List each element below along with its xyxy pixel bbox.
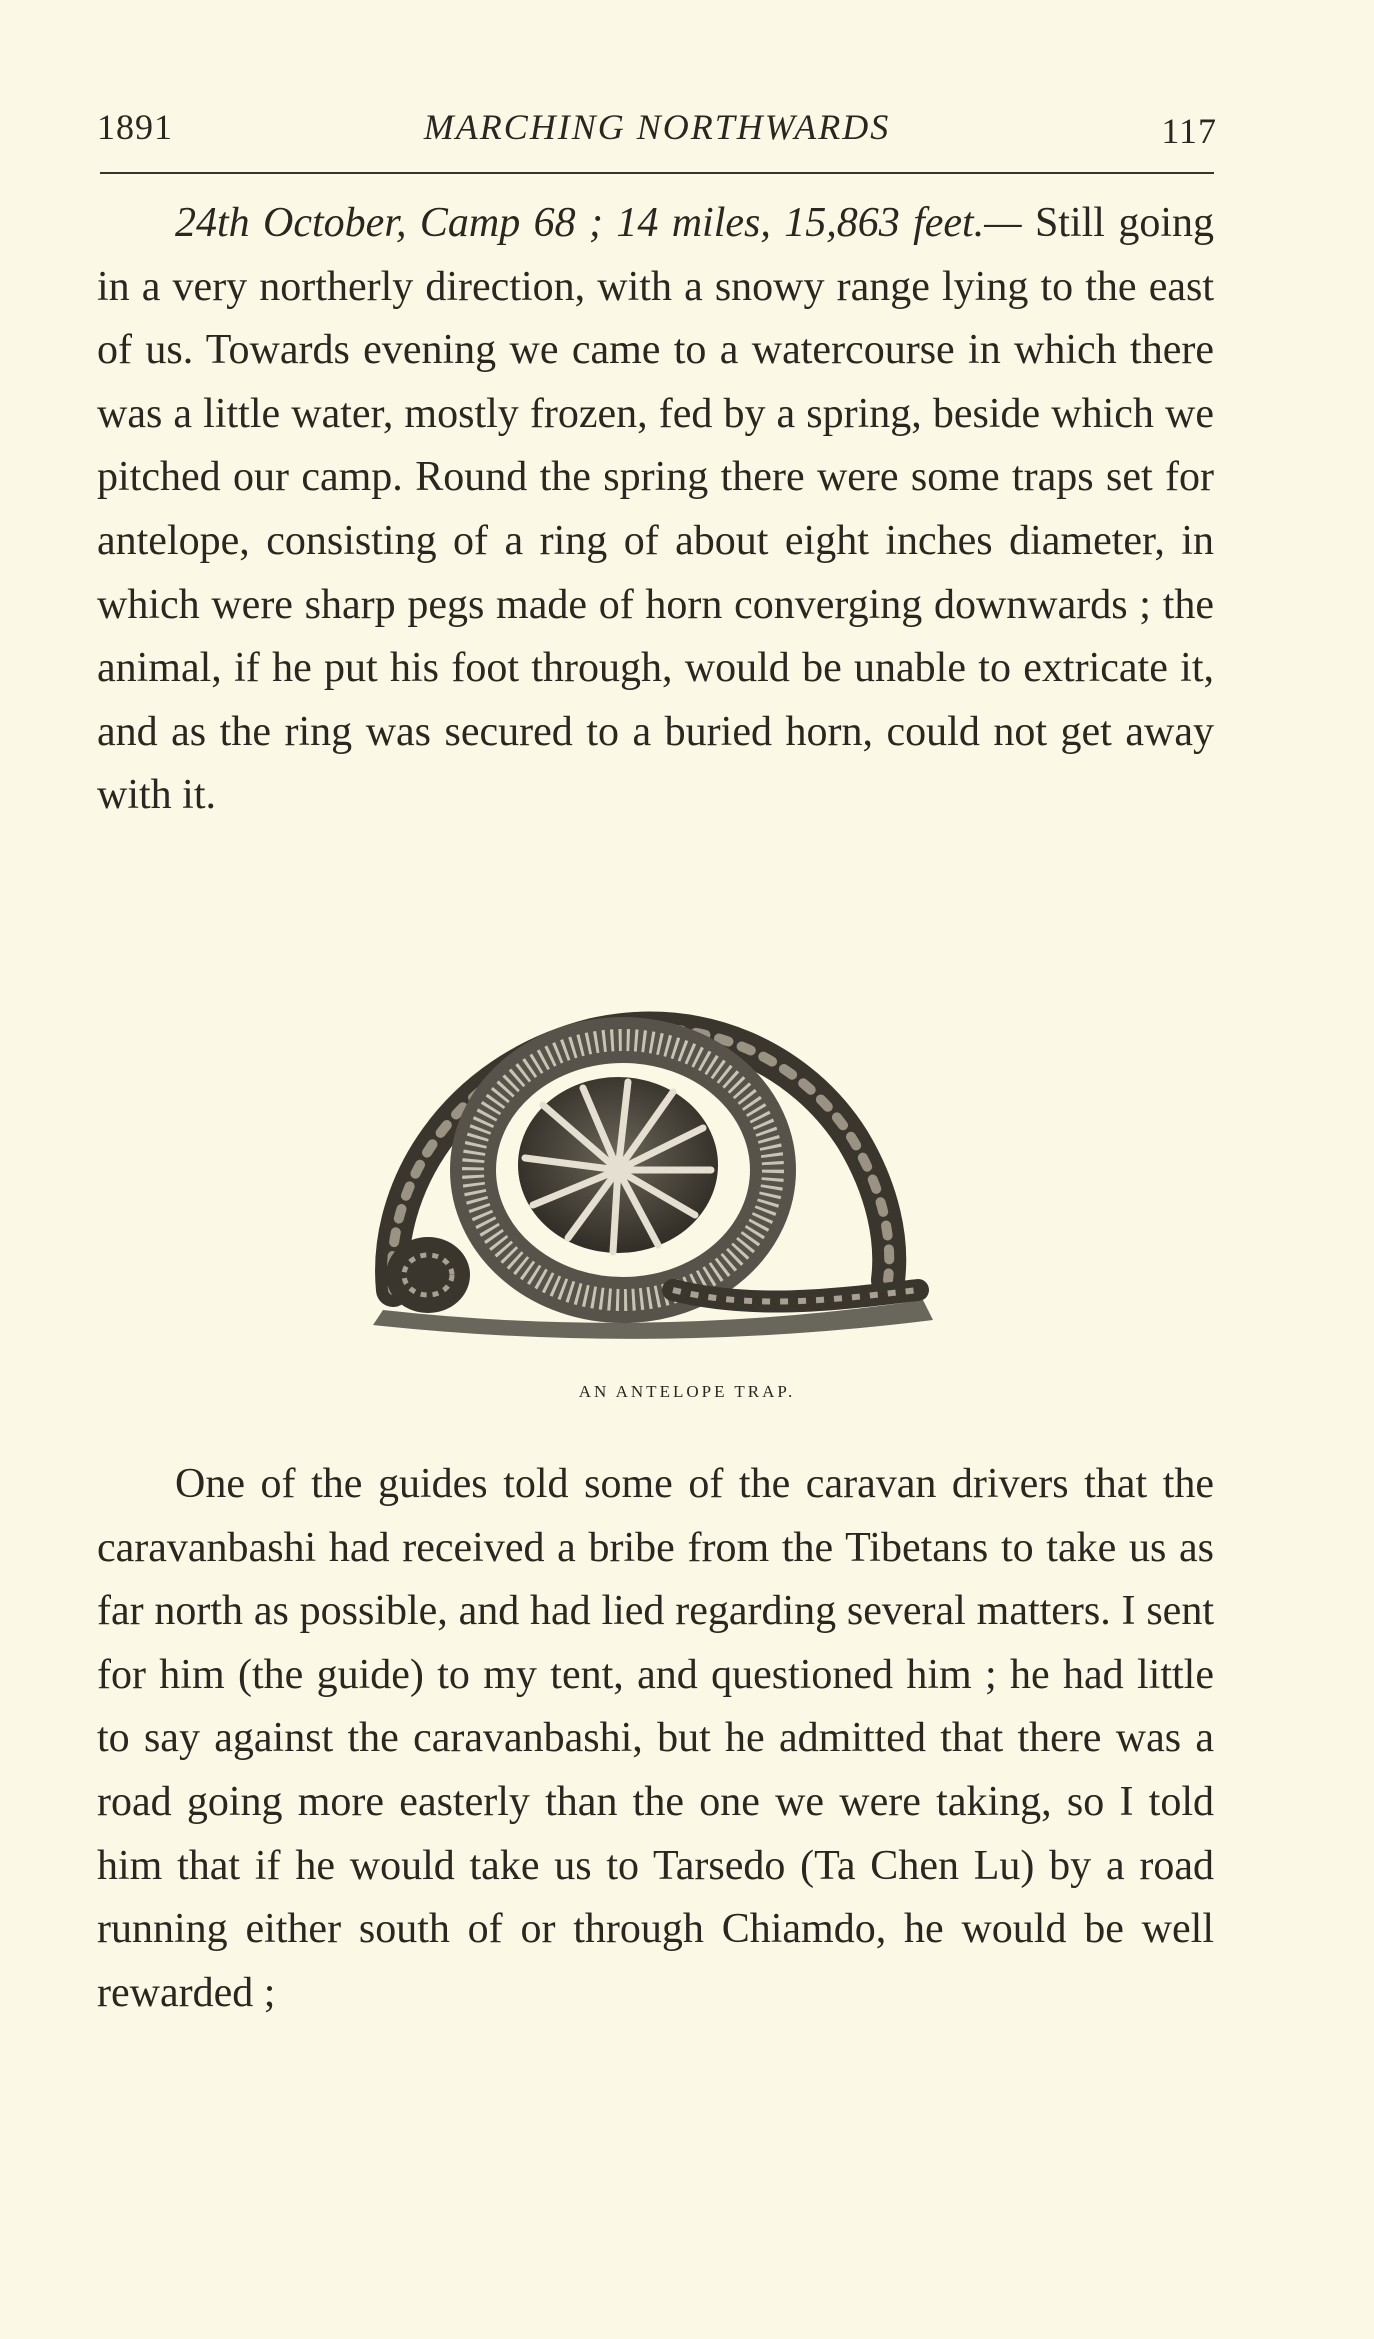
header-year: 1891 xyxy=(97,107,173,147)
running-title: MARCHING NORTHWARDS xyxy=(423,107,891,147)
figure-caption: AN ANTELOPE TRAP. xyxy=(578,1382,796,1401)
page-number: 117 xyxy=(1161,111,1217,151)
entry-heading: 24th October, Camp 68 ; 14 miles, 15,863 feet.— xyxy=(175,200,1022,246)
paragraph-1 xyxy=(97,192,1214,828)
paragraph-2 xyxy=(97,1453,1214,2025)
running-header xyxy=(97,98,1217,158)
paragraph-1-text: Still going in a very northerly direction, with a snowy range lying to the east of us. Towards evening we came to a watercourse in which there was a little water, mostly frozen, fed by a spring, beside which we pitched our camp. Round the spring there were some traps set for antelope, consisting of a ring of about eight inches diameter, in which were sharp pegs made of horn converging downwards ; the animal, if he put his foot through, would be unable to extricate it, and as the ring was secured to a buried horn, could not get away with it. xyxy=(97,200,1215,819)
paragraph-2-text: One of the guides told some of the caravan drivers that the caravanbashi had received a bribe from the Tibetans to take us as far north as possible, and had lied regarding several matters. I sent for him (the guide) to my tent, and questioned him ; he had little to say against the caravanbashi, but he admitted that there was a road going more easterly than the one we were taking, so I told him that if he would take us to Tarsedo (Ta Chen Lu) by a road running either south of or through Chiamdo, he would be well rewarded ; xyxy=(97,1461,1214,2016)
header-rule xyxy=(100,172,1214,174)
antelope-trap-illustration xyxy=(373,1010,933,1355)
